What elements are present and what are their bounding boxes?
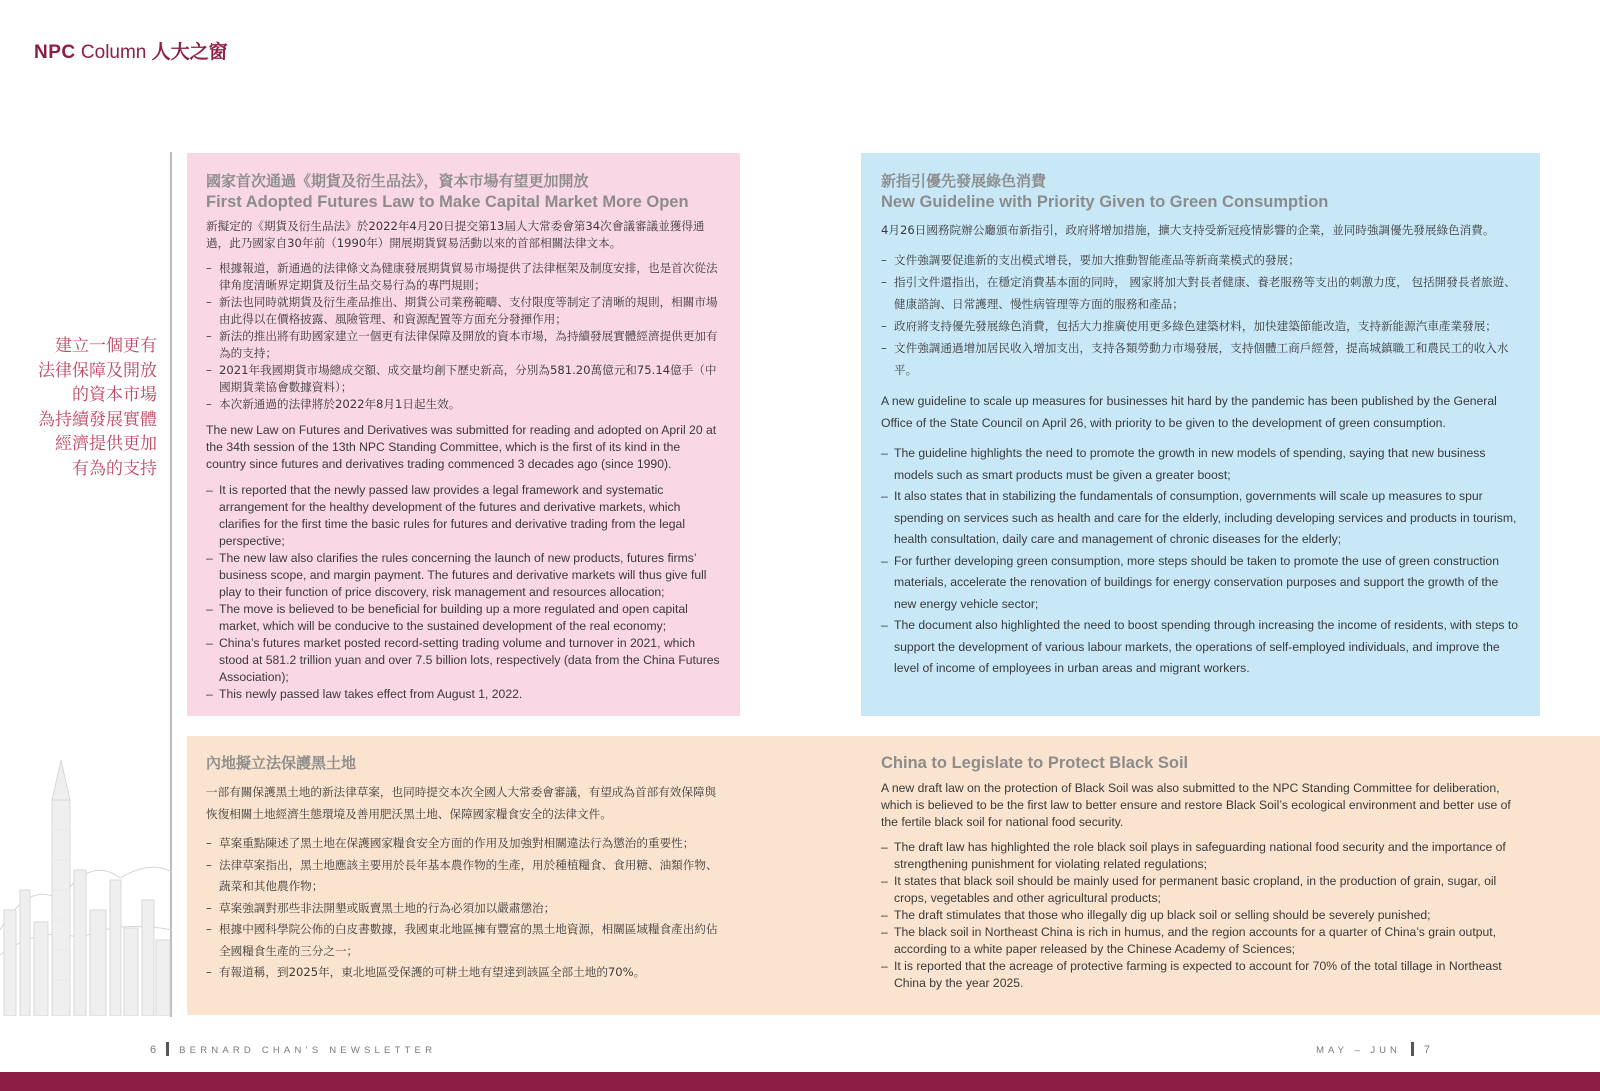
header-column: Column [80, 42, 147, 63]
list-item: – The draft stimulates that those who illegally dig up black soil or selling should be severely punished; [881, 907, 1519, 924]
list-item: – 2021年我國期貨市場總成交額、成交量均創下歷史新高，分別為581.20萬億元和75.14億手（中國期貨業協會數據資料）； [206, 362, 722, 396]
futures-law-section [187, 153, 740, 716]
pull-quote-line: 經濟提供更加 [55, 434, 157, 454]
green-consumption-section [861, 153, 1540, 716]
list-item: – 新法也同時就期貨及衍生產品推出、期貨公司業務範疇、支付限度等制定了清晰的規則，相關市場由此得以在價格披露、風險管理、和資源配置等方面充分發揮作用； [206, 294, 722, 328]
pull-quote [20, 334, 157, 481]
soil-bullets-cn [206, 833, 724, 984]
green-bullets-en [881, 443, 1521, 680]
page-number-left: 6 [150, 1044, 157, 1056]
list-item: – 政府將支持優先發展綠色消費，包括大力推廣使用更多綠色建築材料，加快建築節能改造，支持新能源汽車產業發展； [881, 315, 1521, 337]
list-item: – The guideline highlights the need to promote the growth in new models of spending, saying that new business models such as smart products must be given a greater boost; [881, 443, 1521, 486]
list-item: – 有報道稱，到2025年，東北地區受保護的可耕土地有望達到該區全部土地的70%。 [206, 962, 724, 984]
column-header [34, 37, 228, 64]
soil-title-cn: 內地擬立法保護黑土地 [206, 754, 357, 772]
header-npc: NPC [34, 42, 76, 63]
header-chinese: 人大之窗 [151, 41, 228, 63]
bottom-brand-bar [0, 1072, 1600, 1091]
soil-intro-cn: 一部有關保護黑土地的新法律草案，也同時提交本次全國人大常委會審議，有望成為首部有效保障與恢復相關土地經濟生態環境及善用肥沃黑土地、保障國家糧食安全的法律文件。 [206, 785, 717, 821]
soil-title-en: China to Legislate to Protect Black Soil [881, 754, 1189, 772]
list-item: – It also states that in stabilizing the fundamentals of consumption, governments will scale up measures to spur spending on services such as health and care for the elderly, including developing services and products in tourism, health consultation, daily care and management of chronic diseases for the elderly; [881, 486, 1521, 551]
list-item: – This newly passed law takes effect from August 1, 2022. [206, 686, 722, 703]
list-item: – For further developing green consumption, more steps should be taken to promote the use of green construction materials, accelerate the renovation of buildings for energy conservation purposes and support the growth of the new energy vehicle sector; [881, 551, 1521, 616]
soil-bullets-en [881, 839, 1519, 992]
soil-intro-en: A new draft law on the protection of Black Soil was also submitted to the NPC Standing Committee for deliberation, which is believed to be the first law to better ensure and restore Black Soil’s ecological environment and better use of the fertile black soil for national food security. [881, 781, 1511, 829]
list-item: – 指引文件還指出，在穩定消費基本面的同時， 國家將加大對長者健康、養老服務等支出的刺激力度， 包括開發長者旅遊、健康諮詢、日常護理、慢性病管理等方面的服務和產品； [881, 271, 1521, 315]
list-item: – 法律草案指出，黑土地應該主要用於長年基本農作物的生產，用於種植糧食、食用糖、油類作物、蔬菜和其他農作物； [206, 855, 724, 898]
pull-quote-line: 建立一個更有 [55, 336, 157, 356]
green-bullets-cn [881, 249, 1521, 381]
list-item: – The new law also clarifies the rules concerning the launch of new products, futures firms’ business scope, and margin payment. The futures and derivative markets will thus give full play to their function of price discovery, risk management and resources allocation; [206, 550, 722, 601]
footer-right [1316, 1042, 1430, 1056]
list-item: – 本次新通過的法律將於2022年8月1日起生效。 [206, 396, 722, 413]
futures-bullets-en [206, 482, 722, 703]
list-item: – The move is believed to be beneficial for building up a more regulated and open capital market, which will be conducive to the sustained development of the real economy; [206, 601, 722, 635]
futures-intro-en: The new Law on Futures and Derivatives was submitted for reading and adopted on April 20 at the 34th session of the 13th NPC Standing Committee, which is the first of its kind in the country since futures and derivatives trading commenced 3 decades ago (since 1990). [206, 423, 717, 471]
black-soil-english-column [881, 753, 1519, 992]
list-item: – It states that black soil should be mainly used for permanent basic cropland, in the production of grain, sugar, oil crops, vegetables and other agricultural products; [881, 873, 1519, 907]
list-item: – 根據報道，新通過的法律條文為健康發展期貨貿易市場提供了法律框架及制度安排，也是首次從法律角度清晰界定期貨及衍生品交易行為的專門規則； [206, 260, 722, 294]
green-intro-en: A new guideline to scale up measures for businesses hit hard by the pandemic has been published by the General Office of the State Council on April 26, with priority to be given to the development of green consumption. [881, 394, 1497, 430]
pull-quote-line: 有為的支持 [72, 458, 157, 479]
list-item: – China’s futures market posted record-setting trading volume and turnover in 2021, which stood at 581.2 trillion yuan and over 7.5 billion lots, respectively (data from the China Futures Association); [206, 635, 722, 686]
green-title-en: New Guideline with Priority Given to Green Consumption [881, 193, 1329, 211]
list-item: – The document also highlighted the need to boost spending through increasing the income of residents, with steps to support the development of various labour markets, the operations of self-employed individuals, and improve the level of income of employees in urban areas and migrant workers. [881, 615, 1521, 680]
footer-left [150, 1042, 436, 1056]
list-item: – 草案重點陳述了黑土地在保護國家糧食安全方面的作用及加強對相關違法行為懲治的重要性； [206, 833, 724, 855]
green-intro-cn: 4月26日國務院辦公廳頒布新指引，政府將增加措施，擴大支持受新冠疫情影響的企業，並同時強調優先發展綠色消費。 [881, 223, 1495, 237]
footer-divider [166, 1042, 169, 1056]
city-skyline-illustration [0, 760, 172, 1016]
footer-divider [1411, 1042, 1414, 1056]
futures-title-en: First Adopted Futures Law to Make Capital Market More Open [206, 193, 689, 211]
black-soil-chinese-column [206, 753, 724, 984]
pull-quote-line: 法律保障及開放 [38, 360, 157, 381]
list-item: – The draft law has highlighted the role black soil plays in safeguarding national food security and the importance of strengthening punishment for violating related regulations; [881, 839, 1519, 873]
list-item: – 根據中國科學院公佈的白皮書數據，我國東北地區擁有豐富的黑土地資源，相關區域糧食產出約佔全國糧食生產的三分之一； [206, 919, 724, 962]
futures-bullets-cn [206, 260, 722, 413]
list-item: – 草案強調對那些非法開墾或販賣黑土地的行為必須加以嚴肅懲治； [206, 898, 724, 920]
futures-title-cn: 國家首次通過《期貨及衍生品法》，資本市場有望更加開放 [206, 172, 589, 190]
list-item: – 新法的推出將有助國家建立一個更有法律保障及開放的資本市場，為持續發展實體經濟提供更加有為的支持； [206, 328, 722, 362]
page-number-right: 7 [1423, 1044, 1430, 1056]
newsletter-title: BERNARD CHAN’S NEWSLETTER [179, 1045, 437, 1056]
list-item: – 文件強調通過增加居民收入增加支出，支持各類勞動力市場發展，支持個體工商戶經營，提高城鎮職工和農民工的收入水平。 [881, 337, 1521, 381]
list-item: – It is reported that the newly passed law provides a legal framework and systematic arrangement for the healthy development of the futures and derivative markets, which clarifies for the first time the basic rules for futures and derivative trading from the legal perspective; [206, 482, 722, 550]
issue-date: MAY – JUN [1316, 1045, 1401, 1056]
futures-intro-cn: 新擬定的《期貨及衍生品法》於2022年4月20日提交第13屆人大常委會第34次會議審議並獲得通過，此乃國家自30年前（1990年）開展期貨貿易活動以來的首部相關法律文本。 [206, 219, 705, 250]
list-item: – It is reported that the acreage of protective farming is expected to account for 70% of the total tillage in Northeast China by the year 2025. [881, 958, 1519, 992]
pull-quote-line: 的資本市場 [72, 385, 157, 405]
black-soil-section [187, 736, 1600, 1015]
list-item: – The black soil in Northeast China is rich in humus, and the region accounts for a quarter of China’s grain output, according to a white paper released by the Chinese Academy of Sciences; [881, 924, 1519, 958]
green-title-cn: 新指引優先發展綠色消費 [881, 172, 1047, 190]
pull-quote-line: 為持續發展實體 [38, 409, 157, 430]
list-item: – 文件強調要促進新的支出模式增長，要加大推動智能產品等新商業模式的發展； [881, 249, 1521, 271]
